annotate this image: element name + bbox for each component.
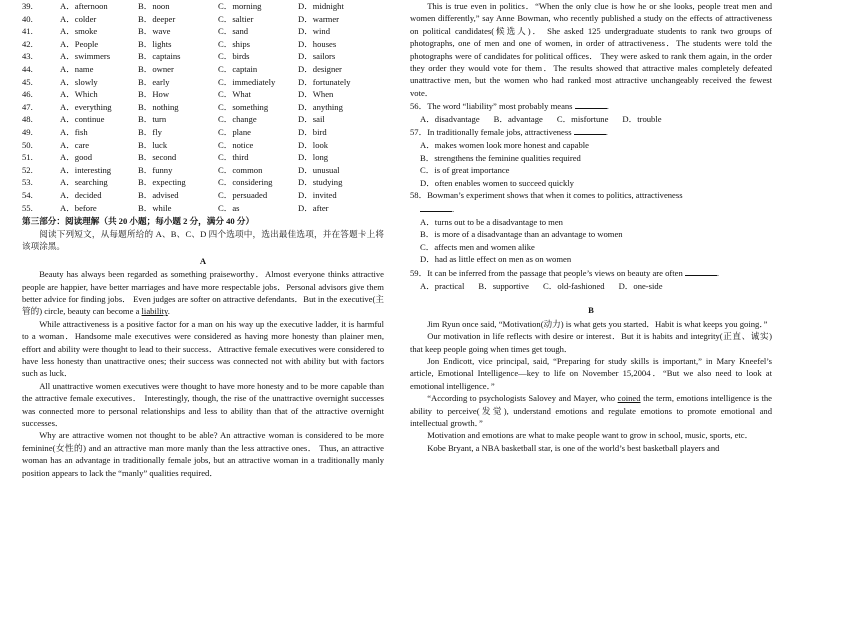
choice-c: C．is of great importance <box>420 165 510 176</box>
passage-b-paragraph-4 <box>410 392 772 429</box>
answer-blank <box>685 266 720 278</box>
section-3-title: 第三部分：阅读理解（共 20 小题；每小题 2 分，满分 40 分） <box>22 216 255 227</box>
option-d: D．When <box>298 89 334 100</box>
option-a: A．name <box>60 63 94 74</box>
option-b: B．How <box>138 89 170 100</box>
option-d: D．midnight <box>298 1 344 11</box>
question-59 <box>410 266 772 292</box>
option-d: D．long <box>298 152 329 163</box>
passage-a-paragraph-3: All unattractive women executives were thought to have more honesty and to be more capable than the attractive female executives． Interestingly, though, the rise of the unattractive overnight successes was connected more to personal relationships and less to ability than that of the attractive overnight successes． <box>22 380 384 428</box>
choice-b: B．advantage <box>493 113 543 124</box>
cloze-option-row <box>22 151 384 164</box>
choice-a: A．turns out to be a disadvantage to men <box>420 216 563 227</box>
passage-a-label: A <box>199 255 207 266</box>
option-a: A．interesting <box>60 164 112 175</box>
question-57-stem: 57．In traditionally female jobs, attractiveness <box>410 127 572 138</box>
option-d: D．look <box>298 139 329 150</box>
option-b: B．early <box>138 76 170 87</box>
option-a: A．searching <box>60 177 108 188</box>
passage-b-paragraph-2: Our motivation in life reflects with desire or interest．But it is habits and integrity(正直、诚实) that keep people going when times get tough． <box>410 331 772 354</box>
question-number: 39. <box>22 1 33 11</box>
answer-blank <box>574 125 608 138</box>
question-number: 46. <box>22 89 33 100</box>
option-d: D．studying <box>298 177 343 188</box>
question-59-stem: 59．It can be inferred from the passage that people’s views on beauty are often <box>410 267 683 278</box>
answer-blank <box>575 99 609 112</box>
question-56 <box>410 99 772 125</box>
option-a: A．swimmers <box>60 51 111 62</box>
passage-b-p4-rest: the term, emotions intelligence is the ability to perceive(发觉), understand emotions and regulate emotions to promote emotional and intellectual growth．” <box>410 393 772 428</box>
passage-a-p1-text: Beauty has always been regarded as something praiseworthy．Almost everyone thinks attractive people are happier, have better marriages and have more respectable jobs．Personal advisors give them better advice for finding jobs． Even judges are softer on attractive defendants．But in the executive(主管的) circle, beauty can become a <box>22 269 384 317</box>
option-a: A．before <box>60 202 97 213</box>
option-b: B．owner <box>138 63 174 74</box>
option-b: B．captains <box>138 51 181 62</box>
choice-b: B．is more of a disadvantage than an advantage to women <box>420 229 623 240</box>
choice-b: B．strengthens the feminine qualities required <box>420 152 581 163</box>
question-number: 42. <box>22 38 33 49</box>
choice-d: D．trouble <box>622 113 662 124</box>
option-d: D．sail <box>298 114 325 125</box>
question-number: 41. <box>22 26 33 37</box>
question-number: 53. <box>22 177 33 188</box>
choice-d: D．one-side <box>618 280 663 291</box>
question-number: 44. <box>22 63 33 74</box>
choice-d: D．often enables women to succeed quickly <box>420 177 574 188</box>
question-number: 51. <box>22 152 33 163</box>
option-b: B．while <box>138 202 172 213</box>
option-c: C．captain <box>218 63 258 74</box>
cloze-option-row <box>22 164 384 177</box>
option-a: A．decided <box>60 189 102 200</box>
option-c: C．immediately <box>218 76 276 87</box>
question-number: 49. <box>22 126 33 137</box>
choice-d: D．had as little effect on men as on women <box>420 254 572 265</box>
option-d: D．sailors <box>298 51 336 62</box>
passage-b-p4-text: “According to psychologists Salovey and Mayer, who <box>427 393 618 404</box>
option-d: D．after <box>298 202 329 213</box>
question-number: 47. <box>22 101 33 112</box>
option-b: B．fly <box>138 126 162 137</box>
option-c: C．persuaded <box>218 189 268 200</box>
option-c: C．notice <box>218 139 254 150</box>
cloze-option-row <box>22 88 384 101</box>
question-number: 40. <box>22 13 33 24</box>
passage-b-paragraph-6: Kobe Bryant, a NBA basketball star, is one of the world’s best basketball players and <box>427 442 720 453</box>
passage-b-paragraph-1: Jim Ryun once said, “Motivation(动力) is what gets you started．Habit is what keeps you going．” <box>427 318 768 329</box>
choice-b: B．supportive <box>478 280 529 291</box>
option-c: C．third <box>218 152 249 163</box>
option-a: A．everything <box>60 101 112 112</box>
option-b: B．luck <box>138 139 168 150</box>
option-c: C．considering <box>218 177 273 188</box>
choice-c: C．affects men and women alike <box>420 241 535 252</box>
option-c: C．birds <box>218 51 250 62</box>
option-a: A．colder <box>60 13 97 24</box>
option-c: C．saltier <box>218 13 254 24</box>
cloze-option-row <box>22 189 384 202</box>
question-58-stem: 58．Bowman’s experiment shows that when it comes to politics, attractiveness <box>410 190 683 201</box>
option-a: A．smoke <box>60 26 98 37</box>
option-d: D．fortunately <box>298 76 351 87</box>
option-a: A．Which <box>60 89 98 100</box>
choice-a: A．practical <box>420 280 465 291</box>
question-number: 50. <box>22 139 33 150</box>
cloze-option-row <box>22 126 384 139</box>
question-56-stem: 56．The word “liability” most probably means <box>410 101 573 112</box>
question-number: 52. <box>22 164 33 175</box>
option-b: B．second <box>138 152 177 163</box>
option-c: C．common <box>218 164 263 175</box>
option-d: D．invited <box>298 189 337 200</box>
choice-a: A．makes women look more honest and capable <box>420 140 589 151</box>
passage-b-paragraph-5: Motivation and emotions are what to make people want to grow in school, music, sports, etc． <box>427 430 754 441</box>
choice-c: C．old-fashioned <box>543 280 605 291</box>
question-number: 54. <box>22 189 33 200</box>
cloze-option-row <box>22 101 384 114</box>
option-a: A．good <box>60 152 92 163</box>
option-d: D．houses <box>298 38 337 49</box>
option-a: A．People <box>60 38 99 49</box>
cloze-option-row <box>22 25 384 38</box>
option-d: D．anything <box>298 101 343 112</box>
section-3-header <box>22 215 384 252</box>
passage-b-paragraph-3: Jon Endicott, vice principal, said, “Preparing for study skills is important,” in Mary Kneefel’s article, Emotional Intelligence—key to life on November 15,2004．“But we also need to look at emotional intelligence．” <box>410 355 772 391</box>
underlined-word-coined: coined <box>617 393 641 404</box>
cloze-options-list <box>22 0 384 214</box>
passage-a-paragraph-1 <box>22 268 384 318</box>
cloze-option-row <box>22 113 384 126</box>
option-c: C．sand <box>218 26 249 37</box>
option-b: B．wave <box>138 26 171 37</box>
passage-a-paragraph-4: Why are attractive women not thought to be able? An attractive woman is considered to be more feminine(女性的) and an attractive man more manly than the less attractive ones． Thus, an attractive woman has an advantage in traditionally female jobs, but an attractive woman in a traditionally manly position appears to lack the “manly” qualities required． <box>22 430 384 478</box>
cloze-option-row <box>22 139 384 152</box>
question-number: 55. <box>22 202 33 213</box>
passage-a-paragraph-2: While attractiveness is a positive factor for a man on his way up the executive ladder, it is harmful to a woman．Handsome male executives were considered as having more honesty than plainer men, effort and ability were thought to lead to their success．Attractive female executives were considered to have less honesty than unattractive ones; their success was connected not with ability but with factors such as luck． <box>22 318 384 379</box>
option-d: D．unusual <box>298 164 340 175</box>
underlined-word-liability: liability <box>141 306 168 317</box>
right-column <box>410 0 772 454</box>
option-a: A．continue <box>60 114 105 125</box>
question-59-end: . <box>716 267 720 278</box>
option-b: B．deeper <box>138 13 176 24</box>
choice-a: A．disadvantage <box>420 113 480 124</box>
passage-b-label: B <box>588 305 594 316</box>
option-b: B．noon <box>138 1 170 11</box>
option-d: D．designer <box>298 63 342 74</box>
option-a: A．slowly <box>60 76 98 87</box>
cloze-option-row <box>22 50 384 63</box>
option-d: D．bird <box>298 126 327 137</box>
option-c: C．plane <box>218 126 251 137</box>
question-57 <box>410 125 772 189</box>
option-d: D．warmer <box>298 13 340 24</box>
passage-a-p1-end: . <box>167 306 170 317</box>
option-d: D．wind <box>298 26 330 37</box>
left-column <box>22 0 384 479</box>
section-3-instruction: 阅读下列短文，从每题所给的 A、B、C、D 四个选项中，选出最佳选项，并在答题卡上将该项涂黑。 <box>22 228 384 252</box>
option-c: C．as <box>218 202 240 213</box>
option-c: C．What <box>218 89 251 100</box>
option-a: A．afternoon <box>60 1 108 11</box>
option-a: A．care <box>60 139 90 150</box>
question-57-end: . <box>605 127 608 138</box>
cloze-option-row <box>22 0 384 13</box>
question-58 <box>410 189 772 266</box>
option-c: C．ships <box>218 38 250 49</box>
cloze-option-row <box>22 202 384 215</box>
cloze-option-row <box>22 13 384 26</box>
cloze-option-row <box>22 38 384 51</box>
question-number: 43. <box>22 51 33 62</box>
passage-a-paragraph-5: This is true even in politics．“When the only clue is how he or she looks, people treat men and women differently,” say Anne Bowman, who recently published a study on the effects of attractiveness on political candidates(候选人)． She asked 125 undergraduate students to rank two groups of photographs, one of men and one of women, in order of attractiveness．The students were told the photographs were of candidates for political offices． They were asked to rank them again, in the order they order they would vote for them．The results showed that attractive males completely defeated unattractive men, but the women who had ranked most attractive unchangeably received the fewest vote． <box>410 1 772 98</box>
question-number: 48. <box>22 114 33 125</box>
option-c: C．something <box>218 101 269 112</box>
option-b: B．expecting <box>138 177 186 188</box>
question-56-end: . <box>606 101 609 112</box>
choice-c: C．misfortune <box>556 113 609 124</box>
cloze-option-row <box>22 176 384 189</box>
option-b: B．lights <box>138 38 172 49</box>
option-b: B．advised <box>138 189 179 200</box>
answer-blank <box>420 202 455 214</box>
option-c: C．change <box>218 114 257 125</box>
option-b: B．funny <box>138 164 173 175</box>
option-b: B．nothing <box>138 101 179 112</box>
cloze-option-row <box>22 76 384 89</box>
option-a: A．fish <box>60 126 88 137</box>
question-58-end: . <box>452 204 455 214</box>
option-c: C．morning <box>218 1 262 11</box>
question-59-choices <box>410 280 772 293</box>
question-56-choices <box>410 113 772 126</box>
option-b: B．turn <box>138 114 167 125</box>
question-number: 45. <box>22 76 33 87</box>
cloze-option-row <box>22 63 384 76</box>
